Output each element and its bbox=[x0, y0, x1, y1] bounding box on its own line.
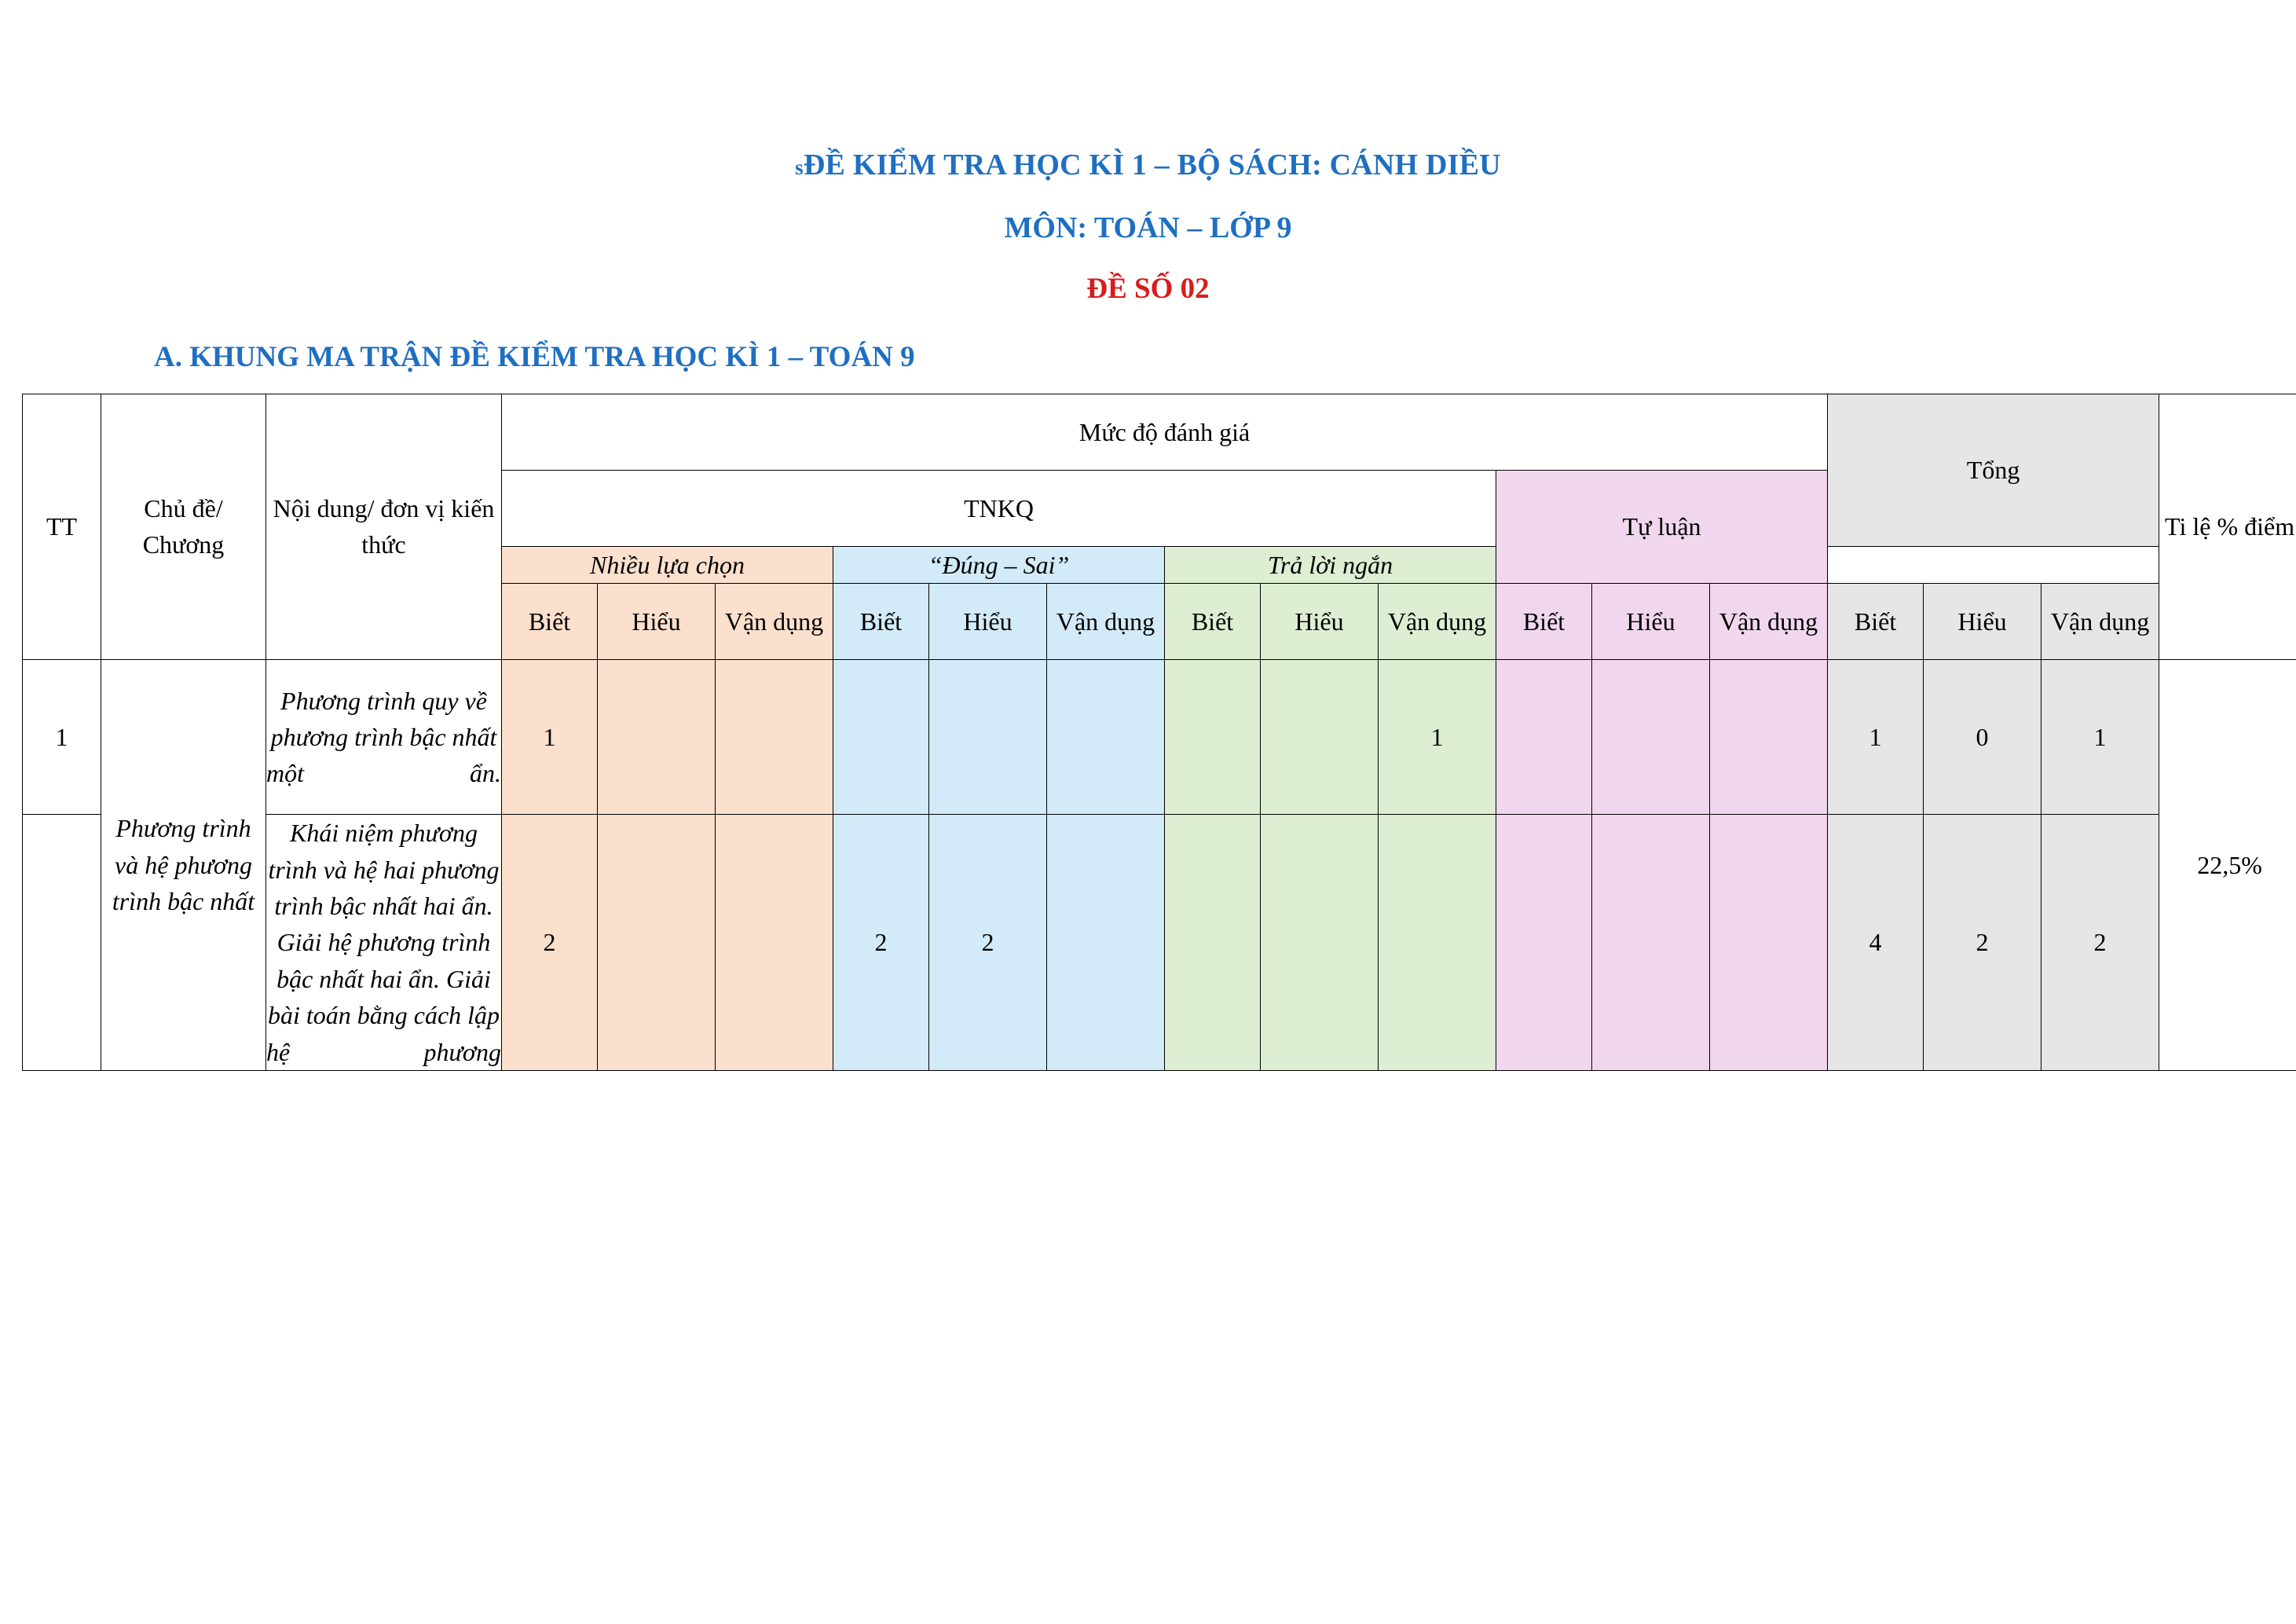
row-content: Khái niệm phương trình và hệ hai phương trình bậc nhất hai ẩn. Giải hệ phương trình bậc nhất hai ẩn. Giải bài toán bằng cách lập hệ phương bbox=[266, 815, 502, 1071]
cell-mc-biet: 1 bbox=[502, 660, 598, 815]
th-multiple-choice: Nhiều lựa chọn bbox=[502, 546, 833, 583]
th-ds-biet: Biết bbox=[833, 584, 929, 660]
cell-tl-vandung bbox=[1710, 660, 1828, 815]
table-row bbox=[23, 815, 2296, 1071]
th-ds-hieu: Hiểu bbox=[929, 584, 1047, 660]
th-ds-vandung: Vận dụng bbox=[1047, 584, 1165, 660]
th-mc-biet: Biết bbox=[502, 584, 598, 660]
th-tl-hieu: Hiểu bbox=[1592, 584, 1710, 660]
cell-sa-hieu bbox=[1261, 660, 1379, 815]
th-tl-vandung: Vận dụng bbox=[1710, 584, 1828, 660]
th-sa-hieu: Hiểu bbox=[1261, 584, 1379, 660]
cell-tl-hieu bbox=[1592, 815, 1710, 1071]
th-level-group: Mức độ đánh giá bbox=[502, 394, 1828, 470]
cell-tl-hieu bbox=[1592, 660, 1710, 815]
cell-ratio: 22,5% bbox=[2159, 660, 2296, 1071]
th-mc-vandung: Vận dụng bbox=[716, 584, 833, 660]
matrix-table bbox=[22, 394, 2296, 1071]
th-topic: Chủ đề/ Chương bbox=[101, 394, 266, 659]
table-row bbox=[23, 660, 2296, 815]
title-prefix-s: s bbox=[795, 156, 804, 179]
section-a-title: A. KHUNG MA TRẬN ĐỀ KIỂM TRA HỌC KÌ 1 – TOÁN 9 bbox=[154, 340, 915, 373]
row-tt bbox=[23, 815, 101, 1071]
th-mc-hieu: Hiểu bbox=[598, 584, 716, 660]
th-total-biet: Biết bbox=[1828, 584, 1924, 660]
cell-mc-hieu bbox=[598, 660, 716, 815]
cell-ds-biet: 2 bbox=[833, 815, 929, 1071]
row-tt: 1 bbox=[23, 660, 101, 815]
cell-mc-biet: 2 bbox=[502, 815, 598, 1071]
row-topic: Phương trình và hệ phương trình bậc nhất bbox=[101, 660, 266, 1071]
cell-total-hieu: 0 bbox=[1924, 660, 2041, 815]
cell-mc-vandung bbox=[716, 660, 833, 815]
cell-mc-vandung bbox=[716, 815, 833, 1071]
exam-title: ĐỀ KIỂM TRA HỌC KÌ 1 – BỘ SÁCH: CÁNH DIỀU bbox=[803, 148, 1501, 181]
exam-subject: MÔN: TOÁN – LỚP 9 bbox=[1004, 211, 1292, 244]
header-row-1 bbox=[23, 394, 2296, 470]
exam-number: ĐỀ SỐ 02 bbox=[1086, 272, 1210, 305]
cell-tl-biet bbox=[1496, 660, 1592, 815]
th-ratio: Ti lệ % điểm bbox=[2159, 394, 2296, 659]
th-tuluan-group: Tự luận bbox=[1496, 470, 1828, 583]
cell-total-vandung: 2 bbox=[2041, 815, 2159, 1071]
th-true-false: “Đúng – Sai” bbox=[833, 546, 1165, 583]
th-sa-biet: Biết bbox=[1165, 584, 1261, 660]
cell-ds-vandung bbox=[1047, 660, 1165, 815]
th-tt: TT bbox=[23, 394, 101, 659]
th-total-group: Tổng bbox=[1828, 394, 2159, 546]
th-total-hieu: Hiểu bbox=[1924, 584, 2041, 660]
cell-ds-vandung bbox=[1047, 815, 1165, 1071]
th-total-vandung: Vận dụng bbox=[2041, 584, 2159, 660]
th-sa-vandung: Vận dụng bbox=[1379, 584, 1496, 660]
cell-ds-biet bbox=[833, 660, 929, 815]
cell-sa-vandung: 1 bbox=[1379, 660, 1496, 815]
cell-ds-hieu: 2 bbox=[929, 815, 1047, 1071]
cell-total-biet: 4 bbox=[1828, 815, 1924, 1071]
cell-sa-biet bbox=[1165, 815, 1261, 1071]
cell-total-hieu: 2 bbox=[1924, 815, 2041, 1071]
cell-tl-biet bbox=[1496, 815, 1592, 1071]
cell-total-vandung: 1 bbox=[2041, 660, 2159, 815]
cell-ds-hieu bbox=[929, 660, 1047, 815]
row-content: Phương trình quy về phương trình bậc nhất một ẩn. bbox=[266, 660, 502, 815]
th-short-answer: Trả lời ngắn bbox=[1165, 546, 1496, 583]
document-header bbox=[0, 0, 2296, 306]
exam-title-line bbox=[0, 149, 2296, 182]
th-tl-biet: Biết bbox=[1496, 584, 1592, 660]
cell-sa-vandung bbox=[1379, 815, 1496, 1071]
cell-sa-hieu bbox=[1261, 815, 1379, 1071]
cell-sa-biet bbox=[1165, 660, 1261, 815]
cell-mc-hieu bbox=[598, 815, 716, 1071]
cell-total-biet: 1 bbox=[1828, 660, 1924, 815]
th-tnkq-group: TNKQ bbox=[502, 470, 1496, 546]
th-content: Nội dung/ đơn vị kiến thức bbox=[266, 394, 502, 659]
cell-tl-vandung bbox=[1710, 815, 1828, 1071]
